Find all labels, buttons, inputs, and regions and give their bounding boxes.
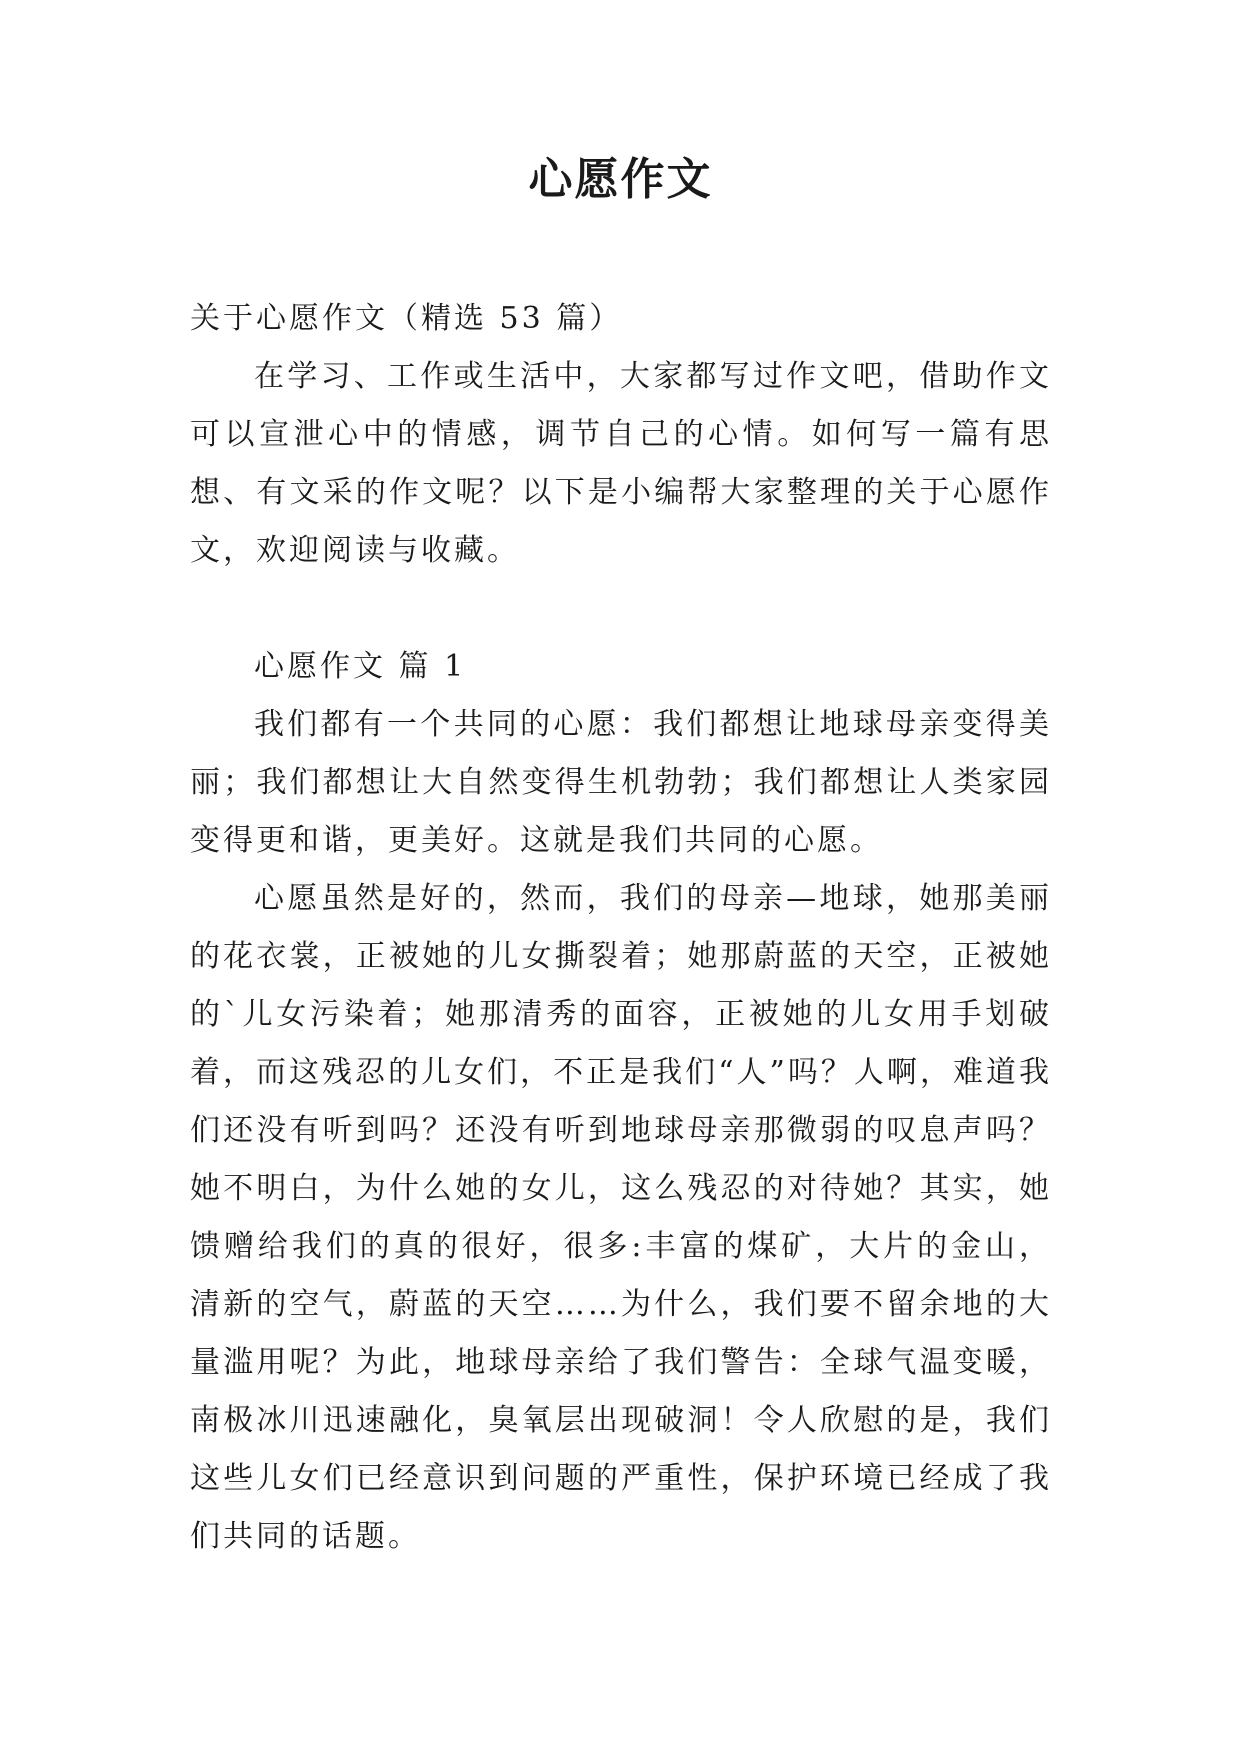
intro-paragraph: 在学习、工作或生活中，大家都写过作文吧，借助作文可以宣泄心中的情感，调节自己的心情。如何写一篇有思想、有文采的作文呢？以下是小编帮大家整理的关于心愿作文，欢迎阅读与收藏。 (190, 359, 1052, 568)
document-title: 心愿作文 (528, 154, 713, 205)
document-body (190, 290, 1052, 1566)
document-subtitle: 关于心愿作文（精选 53 篇） (190, 301, 623, 336)
section-heading: 心愿作文 篇 1 (254, 649, 467, 684)
section-paragraph-1: 我们都有一个共同的心愿：我们都想让地球母亲变得美丽；我们都想让大自然变得生机勃勃；我们都想让人类家园变得更和谐，更美好。这就是我们共同的心愿。 (190, 707, 1052, 858)
section-paragraph-2: 心愿虽然是好的，然而，我们的母亲—地球，她那美丽的花衣裳，正被她的儿女撕裂着；她那蔚蓝的天空，正被她的`儿女污染着；她那清秀的面容，正被她的儿女用手划破着，而这残忍的儿女们，不正是我们“人”吗？人啊，难道我们还没有听到吗？还没有听到地球母亲那微弱的叹息声吗？她不明白，为什么她的女儿，这么残忍的对待她？其实，她馈赠给我们的真的很好，很多:丰富的煤矿，大片的金山，清新的空气，蔚蓝的天空……为什么，我们要不留余地的大量滥用呢？为此，地球母亲给了我们警告：全球气温变暖，南极冰川迅速融化，臭氧层出现破洞！令人欣慰的是，我们这些儿女们已经意识到问题的严重性，保护环境已经成了我们共同的话题。 (190, 881, 1052, 1554)
